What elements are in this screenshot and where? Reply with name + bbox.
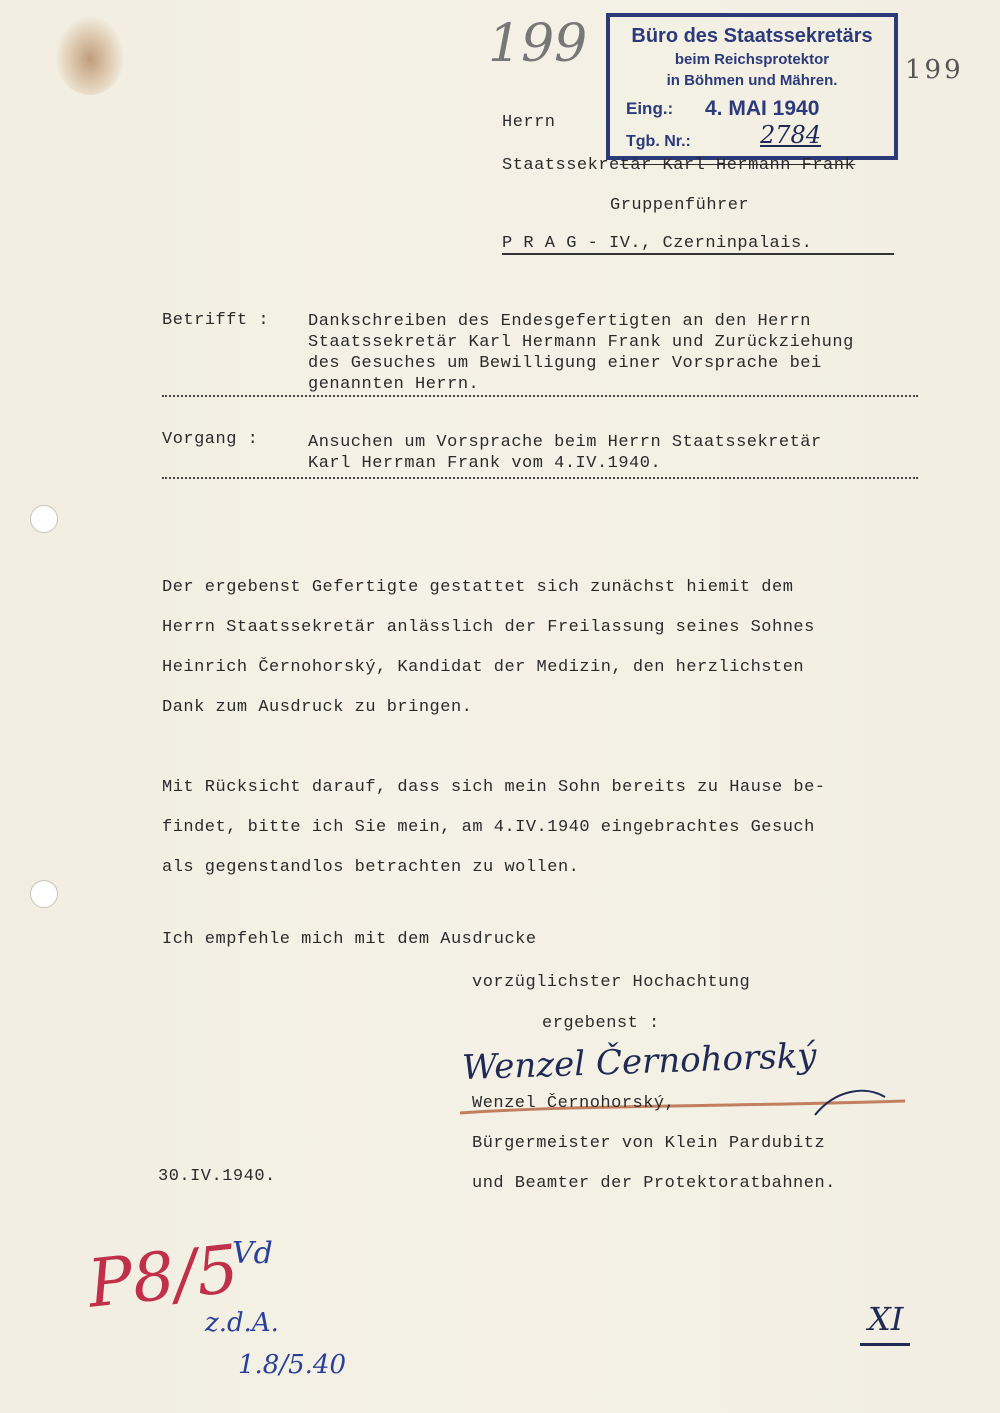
- recipient-name-plain: Staatssekre: [502, 156, 620, 175]
- betrifft-text: [308, 311, 854, 395]
- handwritten-folio-number: 199: [488, 14, 588, 74]
- stamp-line-1: Büro des Staatssekretärs: [631, 25, 873, 47]
- stamp-tgb-number: 2784: [760, 121, 822, 149]
- document-date: 30.IV.1940.: [158, 1167, 276, 1186]
- vorgang-line: Ansuchen um Vorsprache beim Herrn Staatssekretär: [308, 433, 822, 452]
- paragraph-1-line: Der ergebenst Gefertigte gestattet sich zunächst hiemit dem: [162, 578, 794, 597]
- recipient-salutation: Herrn: [502, 113, 556, 132]
- paragraph-2-line: Mit Rücksicht darauf, dass sich mein Sohn bereits zu Hause be-: [162, 778, 826, 797]
- stamp-tgb-label: Tgb. Nr.:: [626, 133, 691, 150]
- paragraph-2-line: als gegenstandlos betrachten zu wollen.: [162, 858, 580, 877]
- signer-name: Wenzel Černohorský,: [472, 1094, 676, 1113]
- signer-title-2: und Beamter der Protektoratbahnen.: [472, 1174, 836, 1193]
- red-pencil-mark: P8/5: [84, 1230, 243, 1323]
- betrifft-divider: [162, 395, 918, 397]
- paragraph-1-line: Heinrich Černohorský, Kandidat der Medizin, den herzlichsten: [162, 658, 805, 677]
- vorgang-text: [308, 432, 822, 474]
- blue-mark-middle: z.d.A.: [205, 1308, 279, 1338]
- betrifft-line: des Gesuches um Bewilligung einer Vorsprache bei: [308, 354, 822, 373]
- signer-title-1: Bürgermeister von Klein Pardubitz: [472, 1134, 826, 1153]
- vorgang-line: Karl Herrman Frank vom 4.IV.1940.: [308, 454, 662, 473]
- paragraph-2-line: findet, bitte ich Sie mein, am 4.IV.1940 eingebrachtes Gesuch: [162, 818, 815, 837]
- receipt-stamp: [606, 13, 898, 160]
- stamp-eing-date: 4. MAI 1940: [705, 97, 820, 120]
- stamp-line-3: in Böhmen und Mähren.: [666, 72, 838, 89]
- betrifft-line: Dankschreiben des Endesgefertigten an den Herrn: [308, 312, 811, 331]
- vorgang-label: Vorgang :: [162, 430, 259, 449]
- blue-mark-top: Vd: [232, 1236, 273, 1271]
- vorgang-divider: [162, 477, 918, 479]
- recipient-rank: Gruppenführer: [610, 196, 750, 215]
- betrifft-label: Betrifft :: [162, 311, 270, 330]
- recipient-address: P R A G - IV., Czerninpalais.: [502, 234, 894, 255]
- closing-line-3: ergebenst :: [542, 1014, 660, 1033]
- paragraph-1-line: Herrn Staatssekretär anlässlich der Freilassung seines Sohnes: [162, 618, 815, 637]
- betrifft-line: Staatssekretär Karl Hermann Frank und Zurückziehung: [308, 333, 854, 352]
- betrifft-line: genannten Herrn.: [308, 375, 480, 394]
- roman-numeral-mark: XI: [868, 1300, 904, 1338]
- recipient-name-line: [502, 156, 855, 175]
- blue-mark-date: 1.8/5.40: [238, 1350, 346, 1380]
- recipient-name-struck: tär Karl Hermann Frank: [619, 156, 856, 175]
- paragraph-2: [162, 768, 826, 888]
- rust-stain: [55, 15, 125, 95]
- handwritten-signature: Wenzel Černohorský: [461, 1035, 818, 1089]
- stamp-eing-label: Eing.:: [626, 99, 674, 118]
- punch-hole-bottom: [30, 880, 58, 908]
- paragraph-1-line: Dank zum Ausdruck zu bringen.: [162, 698, 473, 717]
- closing-line-2: vorzüglichster Hochachtung: [472, 973, 751, 992]
- closing-line-1: Ich empfehle mich mit dem Ausdrucke: [162, 930, 537, 949]
- page-number: 199: [905, 55, 964, 85]
- paragraph-1: [162, 568, 815, 728]
- stamp-line-2: beim Reichsprotektor: [674, 51, 830, 68]
- roman-numeral-underline: [860, 1343, 910, 1346]
- punch-hole-top: [30, 505, 58, 533]
